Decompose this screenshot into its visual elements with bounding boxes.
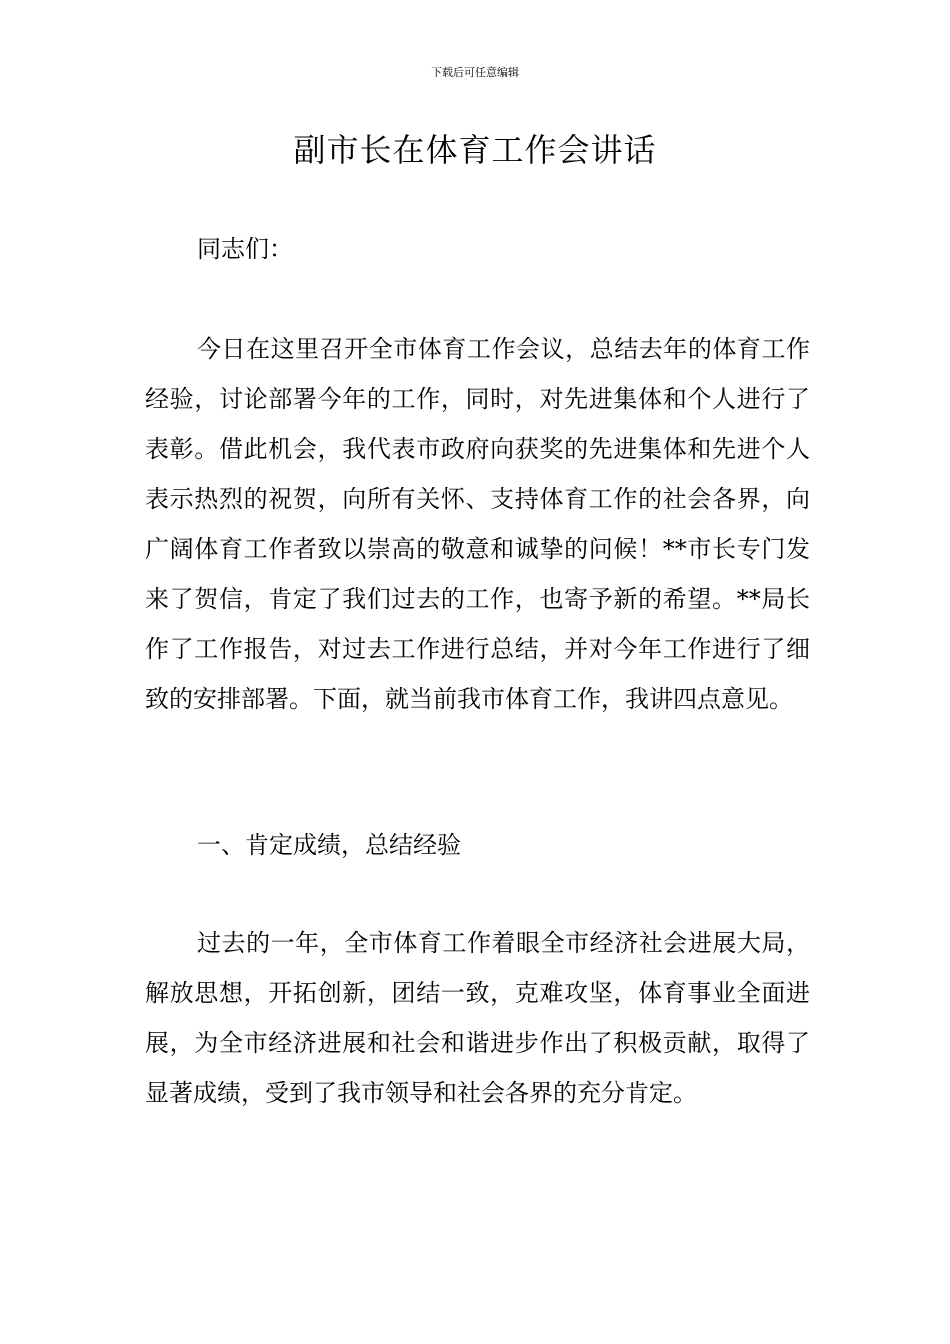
section-heading: 一、肯定成绩，总结经验 — [197, 831, 461, 859]
header-note: 下载后可任意编辑 — [431, 66, 519, 79]
document-title: 副市长在体育工作会讲话 — [293, 131, 657, 169]
salutation: 同志们： — [197, 235, 293, 263]
paragraph-achievements: 过去的一年，全市体育工作着眼全市经济社会进展大局，解放思想，开拓创新，团结一致，克难攻坚，体育事业全面进展，为全市经济进展和社会和谐进步作出了积极贡献，取得了显著成绩，受到了我市领导和社会各界的充分肯定。 — [145, 929, 810, 1107]
paragraph-intro: 今日在这里召开全市体育工作会议，总结去年的体育工作经验，讨论部署今年的工作，同时，对先进集体和个人进行了表彰。借此机会，我代表市政府向获奖的先进集体和先进个人表示热烈的祝贺，向所有关怀、支持体育工作的社会各界，向广阔体育工作者致以崇高的敬意和诚挚的问候！**市长专门发来了贺信，肯定了我们过去的工作，也寄予新的希望。**局长作了工作报告，对过去工作进行总结，并对今年工作进行了细致的安排部署。下面，就当前我市体育工作，我讲四点意见。 — [145, 335, 810, 713]
